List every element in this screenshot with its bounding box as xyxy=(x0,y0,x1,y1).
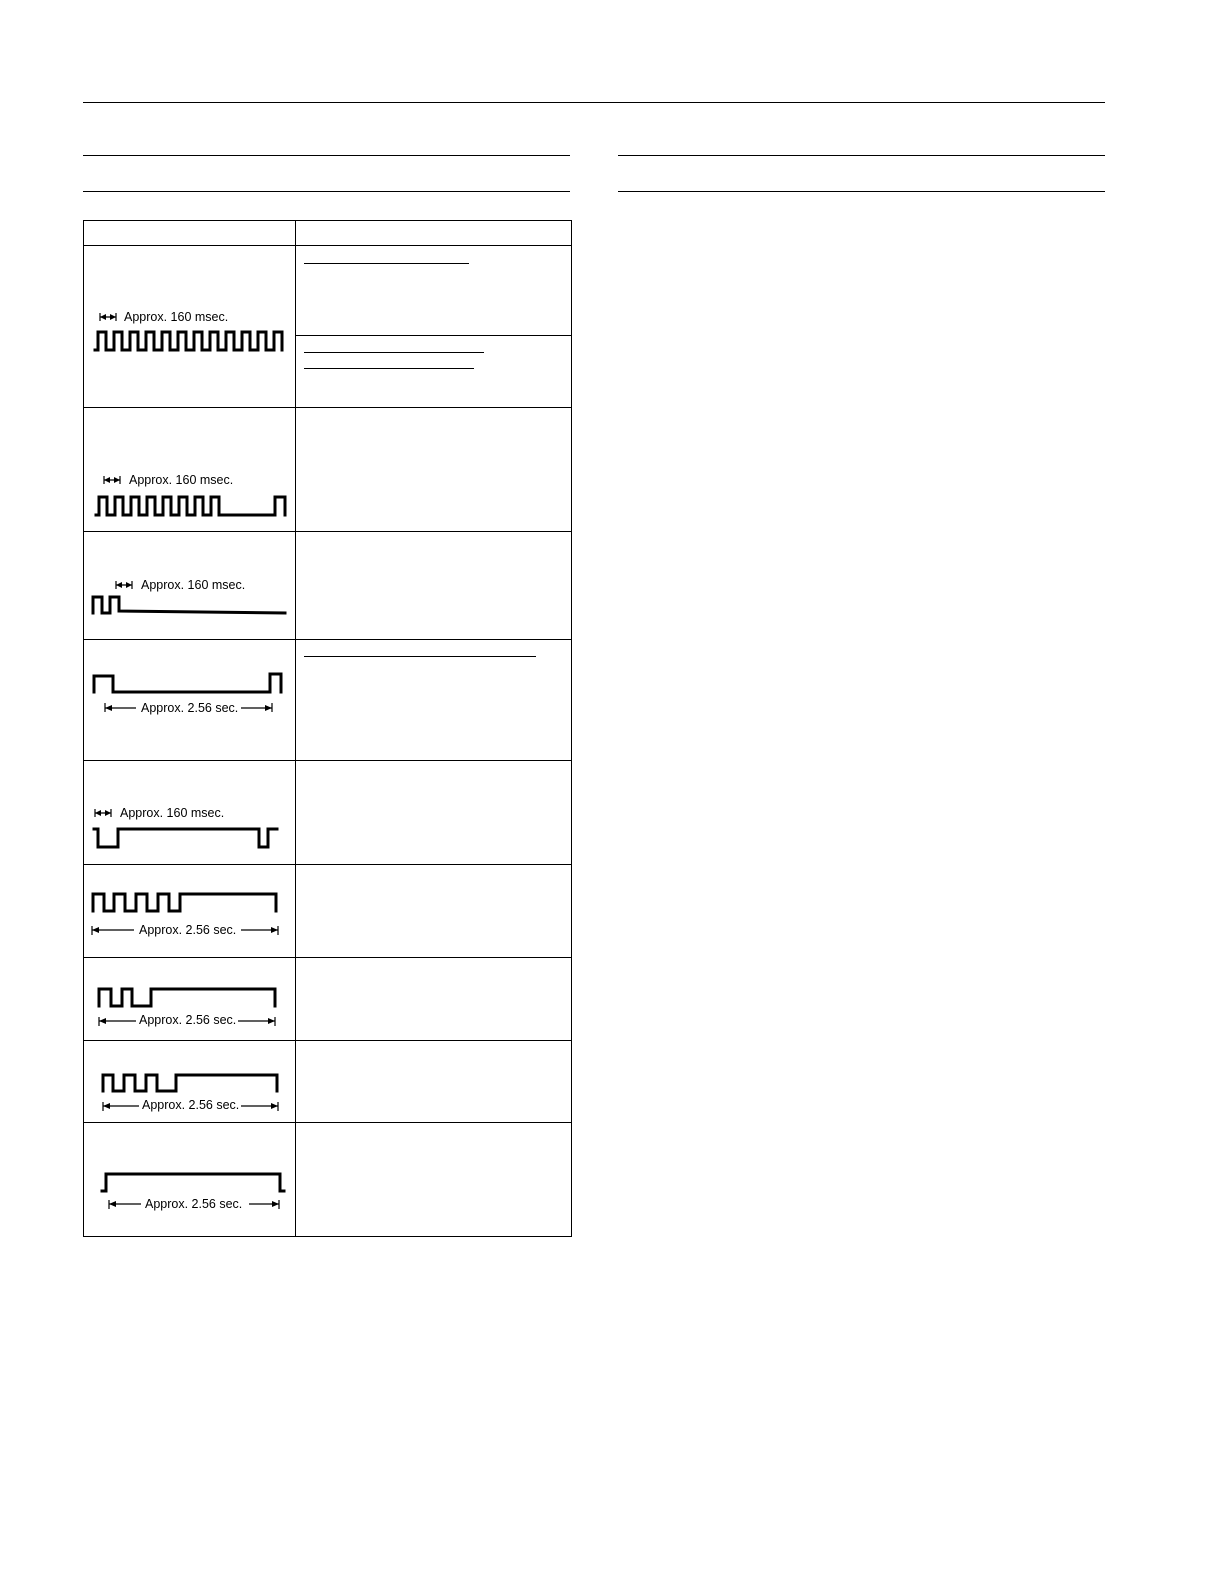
pulse-waveform xyxy=(96,497,285,515)
left-section-rule-top xyxy=(83,155,570,156)
span-label: Approx. 2.56 sec. xyxy=(141,701,239,715)
waveform-row-6 xyxy=(92,894,278,937)
right-section-rule-bottom xyxy=(618,191,1105,192)
span-arrowhead-right xyxy=(272,1201,279,1207)
pulse-waveform xyxy=(99,989,275,1006)
span-arrowhead-left xyxy=(105,705,112,711)
waveform-row-9 xyxy=(102,1174,284,1211)
span-arrowhead-left xyxy=(99,1018,106,1024)
right-section-rule-top xyxy=(618,155,1105,156)
span-arrowhead-right xyxy=(271,927,278,933)
pulse-waveform xyxy=(93,894,276,911)
span-arrowhead-left xyxy=(109,1201,116,1207)
span-arrowhead-right xyxy=(265,705,272,711)
waveform-row-5 xyxy=(94,806,277,847)
left-section-rule-bottom xyxy=(83,191,570,192)
span-label: Approx. 2.56 sec. xyxy=(145,1197,243,1211)
indicator-pattern-table xyxy=(83,220,572,1237)
span-arrowhead-left xyxy=(103,1103,110,1109)
span-arrowhead-right xyxy=(268,1018,275,1024)
waveform-row-8 xyxy=(103,1075,278,1112)
period-label: Approx. 160 msec. xyxy=(124,310,229,324)
span-arrowhead-left xyxy=(92,927,99,933)
waveform-row-2 xyxy=(96,473,285,515)
waveform-row-3 xyxy=(93,578,285,613)
period-label: Approx. 160 msec. xyxy=(129,473,234,487)
span-label: Approx. 2.56 sec. xyxy=(142,1098,240,1112)
span-arrowhead-right xyxy=(271,1103,278,1109)
pulse-waveform xyxy=(102,1174,284,1191)
pulse-waveform xyxy=(94,674,281,692)
period-label: Approx. 160 msec. xyxy=(141,578,246,592)
page-header-rule xyxy=(83,102,1105,103)
waveform-row-1 xyxy=(95,310,282,350)
span-label: Approx. 2.56 sec. xyxy=(139,1013,237,1027)
waveform-diagrams xyxy=(84,221,573,1238)
period-label: Approx. 160 msec. xyxy=(120,806,225,820)
waveform-row-4 xyxy=(94,674,281,715)
span-label: Approx. 2.56 sec. xyxy=(139,923,237,937)
waveform-row-7 xyxy=(99,989,275,1027)
pulse-waveform xyxy=(103,1075,277,1091)
pulse-waveform xyxy=(95,332,282,350)
pulse-waveform xyxy=(93,597,285,613)
pulse-waveform xyxy=(94,829,277,847)
